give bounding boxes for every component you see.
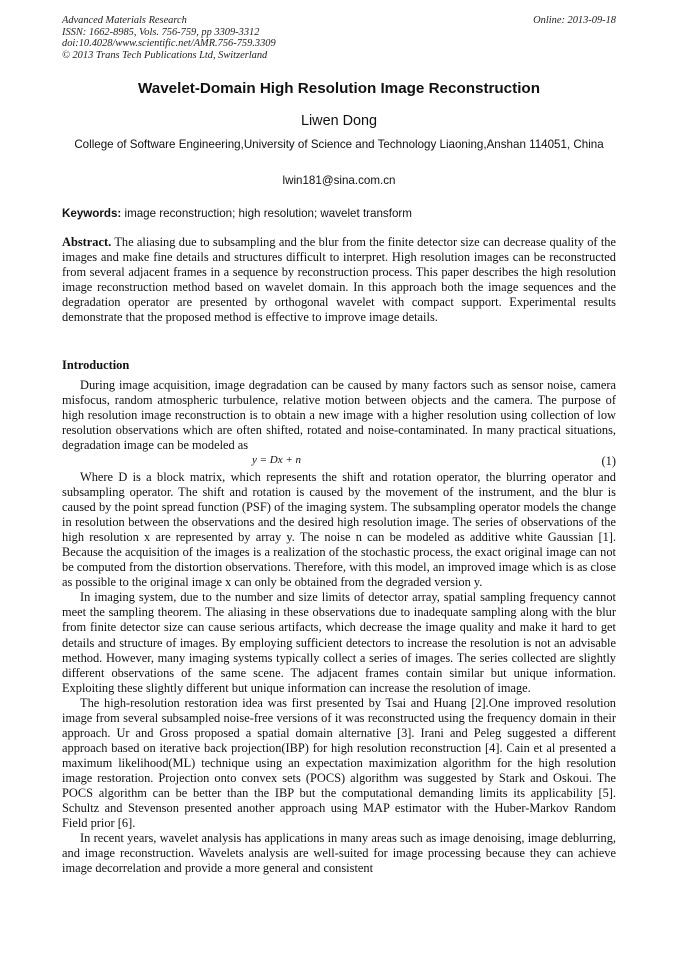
- intro-paragraph-4: The high-resolution restoration idea was first presented by Tsai and Huang [2].One improved resolution image from several subsampled noise-free versions of it was reconstructed using the frequency domain in their approach. Ur and Gross proposed a spatial domain alternative [3]. Irani and Peleg suggested a different approach based on iterative back projection(IBP) for high resolution reconstruction [4]. Cain et al presented a maximum likelihood(ML) technique using an expectation maximization algorithm for the high resolution image restoration. Projection onto convex sets (POCS) algorithm was suggested by Stark and Oskoui. The POCS algorithm can be better than the IBP but the computational demanding limits its applicability [5]. Schultz and Stevenson presented another approach using MAP estimator with the Huber-Markov Random Field prior [6].: [62, 695, 616, 831]
- abstract-text: The aliasing due to subsampling and the blur from the finite detector size can decrease quality of the images and make fine details and structures difficult to interpret. High resolution images can be reconstructed from several adjacent frames in a sequence by reconstruction process. This paper describes the high resolution image reconstruction method based on wavelet domain. In this approach both the image sequences and the degradation operator are presented by orthogonal wavelet with compact support. Experimental results demonstrate that the proposed method is effective to improve image details.: [62, 235, 616, 325]
- abstract-label: Abstract.: [62, 235, 112, 249]
- paper-title: Wavelet-Domain High Resolution Image Reconstruction: [138, 80, 540, 97]
- intro-paragraph-1: [62, 378, 616, 453]
- intro-paragraph-2: Where D is a block matrix, which represents the shift and rotation operator, the blurring operator and subsampling operator. The shift and rotation is caused by the movement of the instrument, and the blur is caused by the point spread function (PSF) of the imaging system. The subsampling operator models the change in resolution between the observations and the desired high resolution image. The series of observations of the high resolution x are represented by array y. The noise n can be modeled as additive white Gaussian [1]. Because the acquisition of the images is a realization of the stochastic process, the exact original image can not be computed from the distortion observations. Therefore, with this model, an improved image which is as close as possible to the original image x can only be obtained from the degraded version y.: [62, 470, 616, 590]
- copyright-line: © 2013 Trans Tech Publications Ltd, Switzerland: [62, 49, 268, 61]
- author-affiliation: College of Software Engineering,University of Science and Technology Liaoning,Anshan 114051, China: [74, 138, 604, 151]
- equation-1: [62, 454, 616, 469]
- keywords: [62, 207, 616, 220]
- introduction-heading: Introduction: [62, 358, 130, 372]
- equation-number: (1): [601, 454, 616, 468]
- intro-paragraph-3: In imaging system, due to the number and size limits of detector array, spatial sampling frequency cannot meet the sampling theorem. The aliasing in these observations due to inadequate sampling along with the blur from finite detector size can cause serious artifacts, which decrease the image quality and make it hard to get details and structure of images. By employing sufficient detectors to increase the resolution is not an advisable method. However, many imaging systems typically collect a series of images. The series collected are slightly different observations of the same scene. The adjacent frames contain similar but unique information. Exploiting these slightly different but unique information can increase the resolution of image.: [62, 590, 616, 695]
- keywords-label: Keywords:: [62, 207, 122, 220]
- doi-line: doi:10.4028/www.scientific.net/AMR.756-759.3309: [62, 38, 276, 50]
- issn-line: ISSN: 1662-8985, Vols. 756-759, pp 3309-3312: [62, 26, 260, 38]
- paragraph-text: During image acquisition, image degradation can be caused by many factors such as sensor noise, camera misfocus, random atmospheric turbulence, relative motion between objects and the camera. The purpose of high resolution image reconstruction is to obtain a new image with a higher resolution using collection of low resolution observations which are often shifted, rotated and noise-contaminated. In many practical situations, degradation image can be modeled as: [62, 378, 616, 453]
- online-date: Online: 2013-09-18: [533, 15, 616, 26]
- abstract: [62, 235, 616, 325]
- equation-expression: y = Dx + n: [252, 454, 302, 466]
- intro-paragraph-5: In recent years, wavelet analysis has applications in many areas such as image denoising, image deblurring, and image reconstruction. Wavelets analysis are well-suited for image processing because they can achieve image decorrelation and provide a more general and consistent: [62, 831, 616, 876]
- journal-name: Advanced Materials Research: [62, 15, 187, 26]
- keywords-text: image reconstruction; high resolution; wavelet transform: [121, 207, 412, 220]
- journal-header: [62, 15, 616, 61]
- intro-body: [62, 470, 616, 876]
- author-email: lwin181@sina.com.cn: [282, 174, 396, 187]
- author-name: Liwen Dong: [300, 113, 377, 129]
